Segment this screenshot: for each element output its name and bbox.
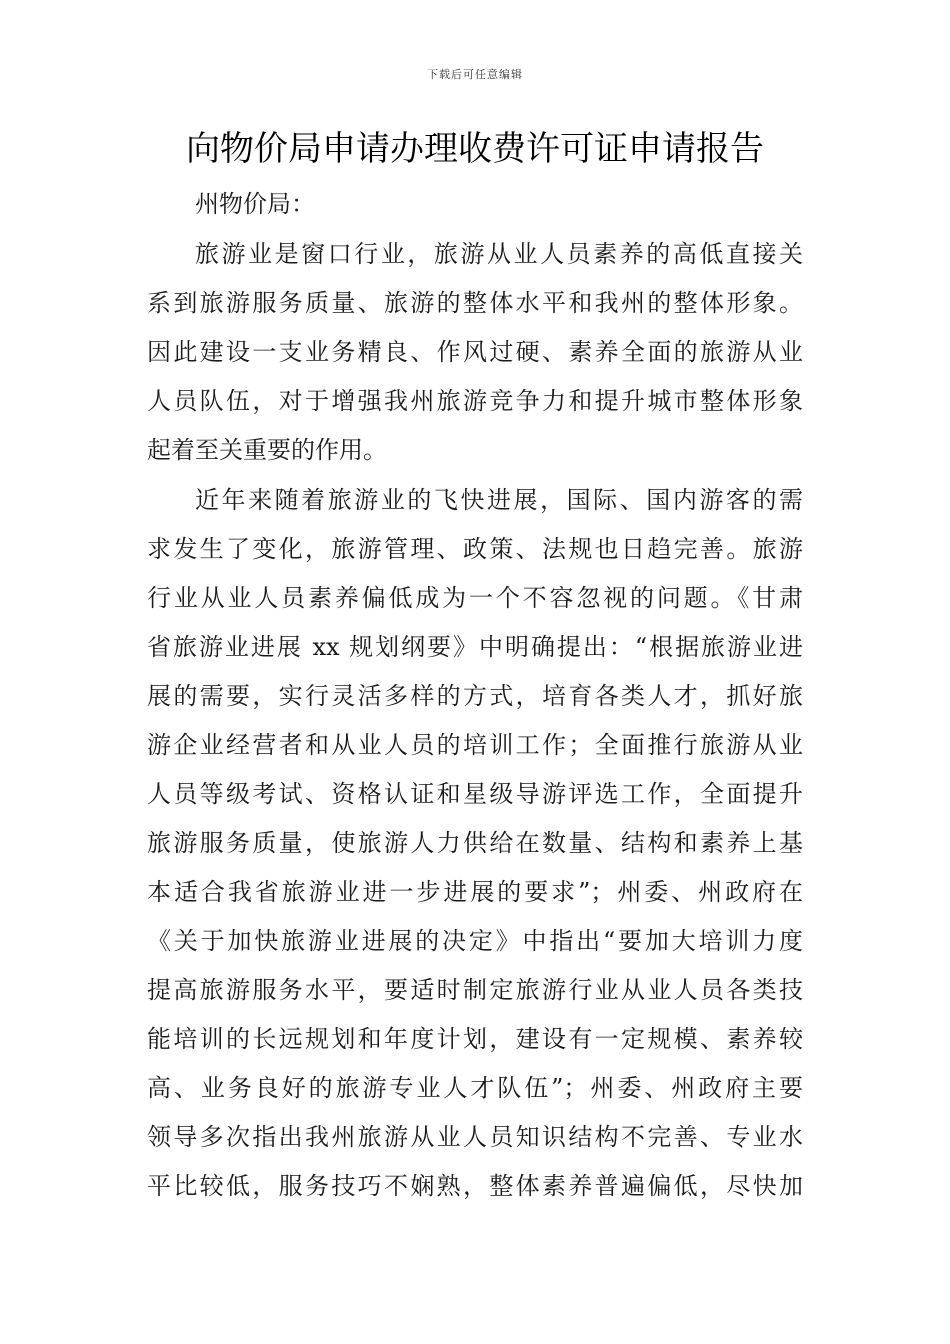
paragraph-line: 领导多次指出我州旅游从业人员知识结构不完善、专业水: [147, 1123, 803, 1151]
paragraph-line: 游企业经营者和从业人员的培训工作；全面推行旅游从业: [147, 731, 803, 759]
header-note: 下载后可任意编辑: [427, 68, 523, 81]
paragraph-line: 展的需要，实行灵活多样的方式，培育各类人才，抓好旅: [147, 682, 803, 710]
paragraph-line: 平比较低，服务技巧不娴熟，整体素养普遍偏低，尽快加: [147, 1172, 803, 1200]
paragraph-line: 《关于加快旅游业进展的决定》中指出“要加大培训力度: [147, 927, 803, 955]
paragraph-line: 提高旅游服务水平，要适时制定旅游行业从业人员各类技: [147, 976, 803, 1004]
paragraph-line: 省旅游业进展 xx 规划纲要》中明确提出：“根据旅游业进: [147, 633, 803, 661]
paragraph-line: 人员队伍，对于增强我州旅游竞争力和提升城市整体形象: [147, 387, 803, 415]
paragraph-line: 求发生了变化，旅游管理、政策、法规也日趋完善。旅游: [147, 535, 803, 563]
paragraph-line: 行业从业人员素养偏低成为一个不容忽视的问题。《甘肃: [147, 584, 803, 612]
paragraph-1: [147, 230, 803, 475]
paragraph-line: 近年来随着旅游业的飞快进展，国际、国内游客的需: [195, 486, 803, 514]
paragraph-line: 能培训的长远规划和年度计划，建设有一定规模、素养较: [147, 1025, 803, 1053]
paragraph-line: 本适合我省旅游业进一步进展的要求”；州委、州政府在: [147, 878, 803, 906]
paragraph-line: 高、业务良好的旅游专业人才队伍”；州委、州政府主要: [147, 1074, 803, 1102]
paragraph-2: [147, 476, 803, 1211]
paragraph-line: 起着至关重要的作用。: [147, 436, 387, 464]
paragraph-line: 旅游业是窗口行业，旅游从业人员素养的高低直接关: [195, 240, 803, 268]
document-title: 向物价局申请办理收费许可证申请报告: [186, 129, 764, 169]
paragraph-line: 旅游服务质量，使旅游人力供给在数量、结构和素养上基: [147, 829, 803, 857]
paragraph-line: 系到旅游服务质量、旅游的整体水平和我州的整体形象。: [147, 289, 803, 317]
salutation: 州物价局：: [195, 190, 315, 218]
paragraph-line: 因此建设一支业务精良、作风过硬、素养全面的旅游从业: [147, 338, 803, 366]
paragraph-line: 人员等级考试、资格认证和星级导游评选工作，全面提升: [147, 780, 803, 808]
